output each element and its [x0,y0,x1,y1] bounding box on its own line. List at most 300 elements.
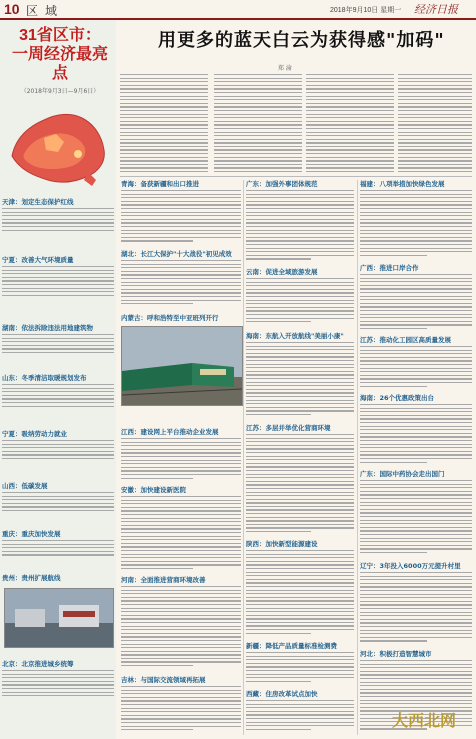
text-line [214,135,302,136]
text-line [246,608,354,609]
text-line [306,160,394,161]
text-line [360,685,472,686]
text-line [246,484,354,485]
text-line [246,396,354,397]
text-line [360,458,472,459]
text-line [360,415,472,416]
text-line [121,452,241,453]
column-rule [357,180,358,735]
text-line [398,124,472,125]
news-headline: 海南：26个优惠政策出台 [360,394,435,402]
text-line [121,644,241,645]
text-line [246,586,354,587]
text-line [360,274,472,275]
text-line [360,219,472,220]
text-line [360,360,472,361]
text-line [360,667,472,668]
article-column [398,74,472,175]
text-line [360,299,472,300]
text-line [246,342,354,343]
text-line [360,590,472,591]
text-line [360,346,472,347]
text-line [398,110,472,111]
text-line [246,318,354,319]
sidebar-news-headline: 重庆：重庆加快发展 [2,530,61,538]
text-line [246,194,354,195]
text-line [120,99,208,100]
text-line [246,554,354,555]
text-line [360,296,472,297]
text-line [360,364,472,365]
text-line [121,665,193,666]
news-headline: 湖北：长江大保护"十大战役"初见成效 [121,250,232,258]
text-line [246,615,354,616]
text-line [360,576,472,577]
sidebar-news-headline: 贵州：贵州扩展航线 [2,574,61,582]
news-body [246,652,354,682]
text-line [246,582,354,583]
text-line [121,711,241,712]
sidebar-news-item [2,430,114,462]
text-line [121,521,241,522]
text-line [360,637,472,638]
text-line [360,633,472,634]
text-line [121,708,241,709]
sidebar-news-item [2,574,114,582]
text-line [360,640,427,641]
text-line [120,149,208,150]
text-line [306,146,394,147]
text-line [246,201,354,202]
text-line [398,92,472,93]
news-headline: 吉林：与国际交流领域再拓展 [121,676,206,684]
text-line [121,456,241,457]
text-line [121,503,241,504]
text-line [246,441,354,442]
text-line [121,654,241,655]
text-line [360,700,472,701]
text-line [246,385,354,386]
text-line [121,686,241,687]
text-line [360,630,472,631]
text-line [120,160,208,161]
text-line [120,135,208,136]
text-line [121,204,241,205]
text-line [246,414,311,415]
text-line [246,474,354,475]
text-line [360,204,472,205]
text-line [121,536,241,537]
text-line [121,445,241,446]
text-line [360,612,472,613]
text-line [120,92,208,93]
text-line [360,285,472,286]
text-line [121,467,241,468]
text-line [121,267,241,268]
news-item [246,642,354,684]
text-line [121,478,193,479]
text-line [121,300,241,301]
news-body [121,686,241,730]
text-line [360,436,472,437]
text-line [120,96,208,97]
text-line [214,167,302,168]
text-line [214,110,302,111]
text-line [246,674,354,675]
news-body [121,260,241,304]
text-line [246,527,354,528]
text-line [306,103,394,104]
text-line [121,438,241,439]
news-body [121,438,241,479]
news-body [121,586,241,666]
text-line [360,447,472,448]
sidebar-news-body [2,670,114,696]
text-line [360,512,472,513]
text-line [246,618,354,619]
text-line [246,718,354,719]
text-line [121,697,241,698]
text-line [246,568,354,569]
text-line [246,600,354,601]
news-headline: 福建：八项举措加快绿色发展 [360,180,445,188]
text-line [306,139,394,140]
article-column [214,74,302,175]
text-line [360,541,472,542]
text-line [246,707,354,708]
sidebar-photo-image [5,589,113,647]
text-line [360,626,472,627]
text-line [360,201,472,202]
text-line [121,661,241,662]
text-line [121,626,241,627]
text-line [398,160,472,161]
text-line [246,251,354,252]
text-line [120,153,208,154]
news-body [246,342,354,415]
text-line [360,538,472,539]
sidebar-news-body [2,208,114,231]
text-line [120,167,208,168]
text-line [120,164,208,165]
text-line [360,615,472,616]
sidebar-news-body [2,384,114,407]
text-line [246,222,354,223]
text-line [246,579,354,580]
article-byline: 郑 渝 [278,65,292,72]
text-line [121,222,241,223]
text-line [246,303,354,304]
text-line [360,303,472,304]
text-line [360,703,472,704]
text-line [214,124,302,125]
text-line [306,149,394,150]
text-line [360,520,472,521]
page-number: 10 [4,1,20,17]
text-line [214,160,302,161]
text-line [120,110,208,111]
news-body [360,274,472,329]
news-headline: 陕西：加快新型能源建设 [246,540,318,548]
text-line [214,85,302,86]
text-line [398,128,472,129]
text-line [306,164,394,165]
masthead-logo: 经济日报 [414,4,458,16]
text-line [246,278,354,279]
text-line [121,460,241,461]
text-line [214,74,302,75]
news-headline: 辽宁：3年投入6000万元提升村里 [360,562,461,570]
freight-train-image [122,327,242,405]
text-line [121,289,241,290]
sidebar-news-body [2,540,114,556]
text-line [121,608,241,609]
text-line [214,128,302,129]
news-headline: 安徽：加快建设新医院 [121,486,186,494]
news-body [246,190,354,260]
text-line [360,426,472,427]
text-line [306,92,394,93]
text-line [246,597,354,598]
text-line [121,442,241,443]
text-line [246,561,354,562]
text-line [246,663,354,664]
text-line [360,664,472,665]
text-line [246,212,354,213]
text-line [398,139,472,140]
text-line [360,572,472,573]
text-line [246,353,354,354]
sidebar-news-headline: 天津：划定生态保护红线 [2,198,74,206]
text-line [306,157,394,158]
text-line [360,505,472,506]
news-body [360,190,472,256]
text-line [306,99,394,100]
train-photo [121,326,243,406]
text-line [121,690,241,691]
news-headline: 江苏：多层并举优化营商环境 [246,424,331,432]
text-line [214,146,302,147]
text-line [246,289,354,290]
text-line [246,226,354,227]
text-line [306,121,394,122]
text-line [121,615,241,616]
text-line [214,96,302,97]
text-line [246,407,354,408]
text-line [121,586,241,587]
text-line [360,487,472,488]
text-line [121,292,241,293]
text-line [360,480,472,481]
text-line [121,500,241,501]
text-line [360,601,472,602]
sidebar-news-headline: 山东：冬季清洁取暖规划发布 [2,374,87,382]
text-line [246,321,311,322]
text-line [214,153,302,154]
news-headline: 海南：东航入开放航线"美丽小康" [246,332,344,340]
text-line [360,190,472,191]
text-line [214,139,302,140]
text-line [120,103,208,104]
news-item [360,336,472,389]
text-line [120,85,208,86]
news-item [360,180,472,258]
news-body [360,404,472,463]
text-line [246,448,354,449]
text-line [360,491,472,492]
text-line [398,142,472,143]
text-line [360,689,472,690]
sidebar-news-item [2,482,114,514]
text-line [246,477,354,478]
text-line [360,321,472,322]
text-line [246,248,354,249]
news-headline: 河南：全面推进营商环境改善 [121,576,206,584]
text-line [246,652,354,653]
text-line [121,543,241,544]
text-line [121,604,241,605]
text-line [120,88,208,89]
text-line [120,78,208,79]
text-line [398,81,472,82]
text-line [398,85,472,86]
text-line [121,303,193,304]
text-line [246,360,354,361]
text-line [121,647,241,648]
text-line [120,81,208,82]
sidebar-news-headline: 宁夏：吸纳劳动力就业 [2,430,67,438]
text-line [246,445,354,446]
text-line [214,106,302,107]
text-line [246,208,354,209]
text-line [306,74,394,75]
text-line [246,296,354,297]
text-line [306,78,394,79]
text-line [246,300,354,301]
text-line [246,520,354,521]
text-line [306,167,394,168]
news-headline: 西藏：住房改革试点加快 [246,690,318,698]
text-line [360,594,472,595]
text-line [121,474,241,475]
text-line [398,135,472,136]
sidebar-news-body [2,334,114,353]
text-line [120,128,208,129]
text-line [121,618,241,619]
text-line [121,633,241,634]
text-line [121,296,241,297]
text-line [360,674,472,675]
text-line [306,81,394,82]
text-line [360,324,472,325]
text-line [246,197,354,198]
text-line [360,516,472,517]
text-line [360,671,472,672]
news-item [246,424,354,535]
text-line [306,96,394,97]
text-line [246,258,311,259]
text-line [214,78,302,79]
text-line [120,114,208,115]
text-line [360,222,472,223]
news-item [246,180,354,262]
text-line [398,78,472,79]
text-line [360,454,472,455]
text-line [246,633,311,634]
news-item [360,470,472,555]
text-line [360,484,472,485]
text-line [360,429,472,430]
text-line [306,153,394,154]
text-line [121,463,241,464]
text-line [246,729,311,730]
text-line [246,371,354,372]
text-line [360,608,472,609]
text-line [121,449,241,450]
text-line [360,248,472,249]
news-body [360,480,472,553]
text-line [360,433,472,434]
text-line [360,548,472,549]
sidebar-news-item [2,530,114,558]
text-line [246,204,354,205]
text-line [121,622,241,623]
text-line [398,74,472,75]
sidebar-photo [4,588,114,648]
text-line [246,502,354,503]
text-line [246,670,354,671]
news-body [246,278,354,322]
sidebar-news-item [2,660,114,699]
text-line [121,611,241,612]
text-line [246,244,354,245]
text-line [121,557,241,558]
text-line [246,403,354,404]
text-line [246,575,354,576]
text-line [246,237,354,238]
text-line [246,700,354,701]
text-line [360,660,472,661]
text-line [121,264,241,265]
text-line [246,666,354,667]
text-line [121,507,241,508]
text-line [246,285,354,286]
text-line [360,208,472,209]
text-line [306,85,394,86]
text-line [398,164,472,165]
sidebar-news-headline: 宁夏：改善大气环境质量 [2,256,74,264]
text-line [360,281,472,282]
text-line [121,271,241,272]
text-line [121,518,241,519]
text-line [214,88,302,89]
text-line [306,114,394,115]
text-line [121,700,241,701]
text-line [120,124,208,125]
text-line [246,564,354,565]
text-line [121,532,241,533]
text-line [121,190,241,191]
text-line [246,400,354,401]
text-line [214,149,302,150]
watermark-logo: 大西北网 [392,711,457,730]
text-line [360,350,472,351]
sidebar-news-item [2,256,114,298]
text-line [246,499,354,500]
text-line [360,523,472,524]
text-line [246,378,354,379]
text-line [360,288,472,289]
